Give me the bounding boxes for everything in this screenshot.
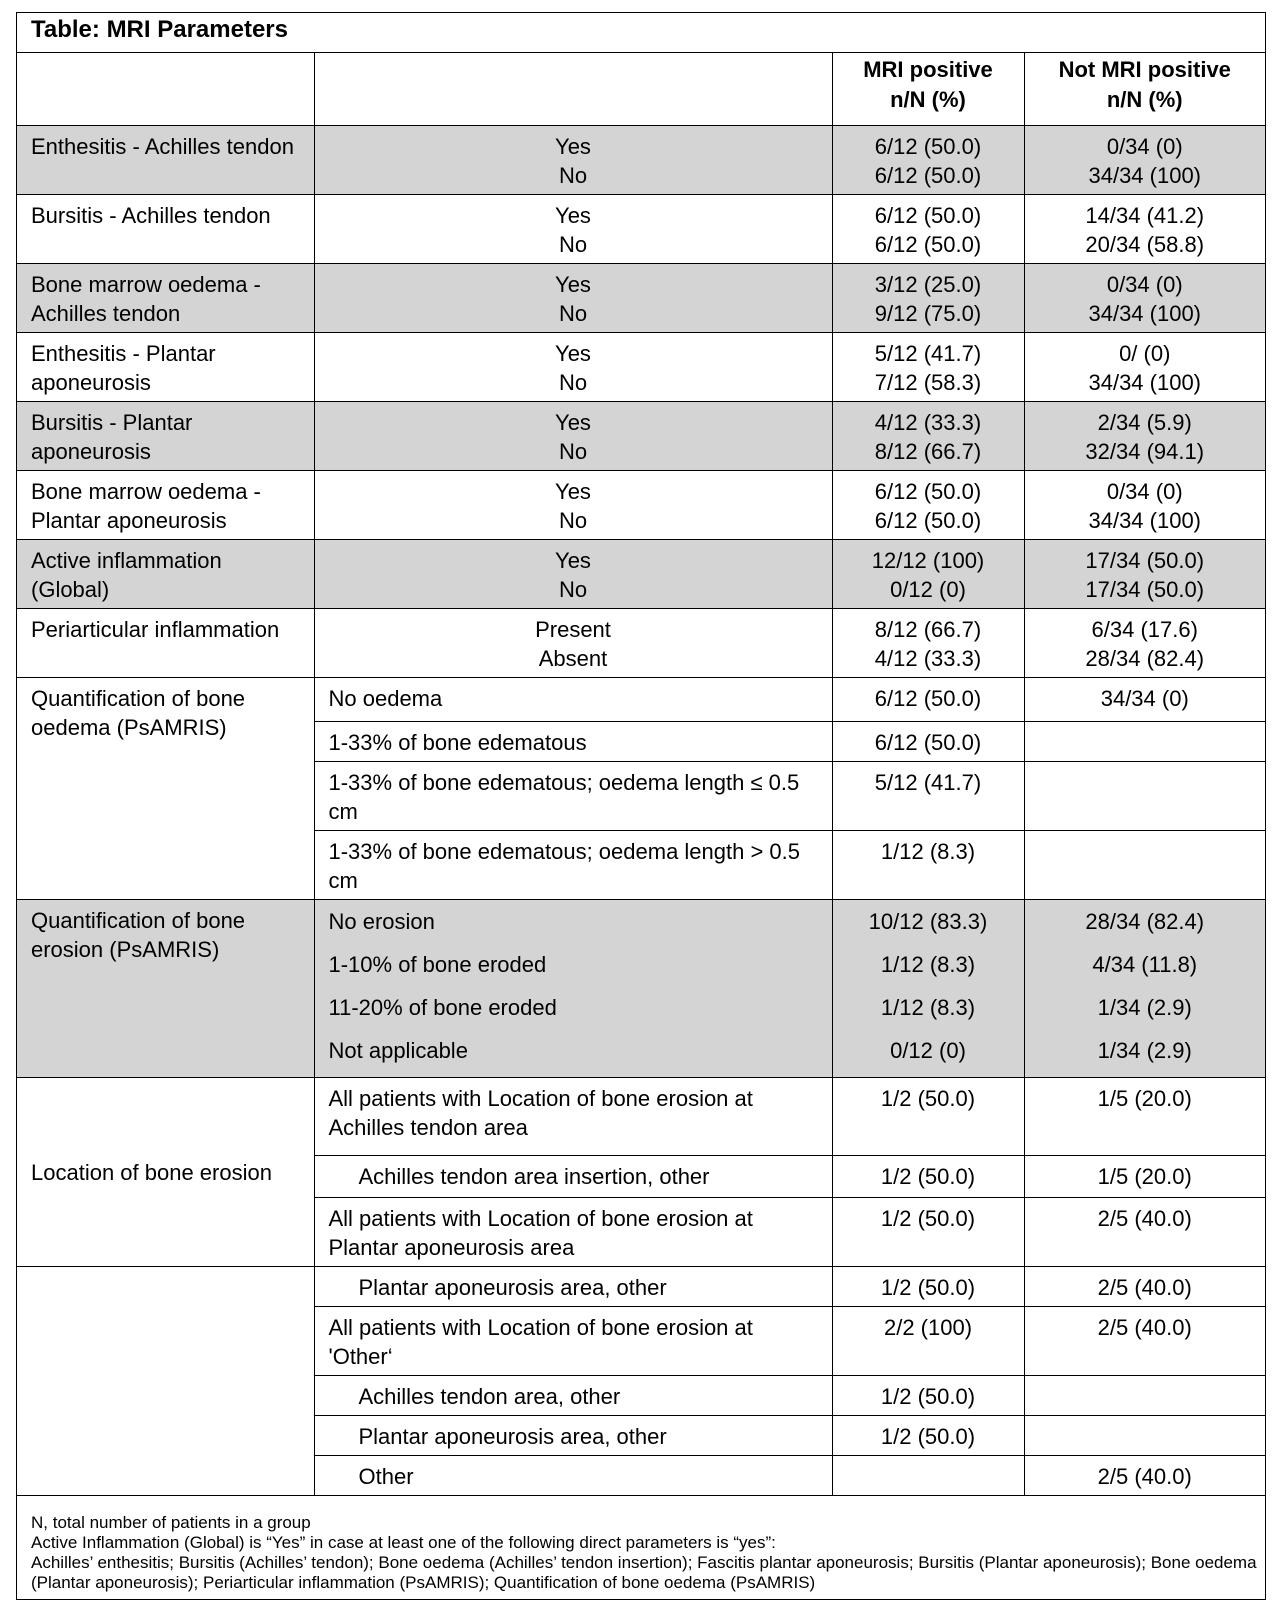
not-mri-value (1024, 761, 1265, 830)
mri-value (832, 1455, 1024, 1495)
option-value: Absent (538, 645, 608, 671)
mri-value: 1/2 (50.0) (832, 1155, 1024, 1197)
not-mri-value: 2/5 (40.0) (1024, 1306, 1265, 1375)
mri-value: 6/12 (50.0) (874, 202, 982, 228)
mri-value: 6/12 (50.0) (874, 231, 982, 257)
category-cell: All patients with Location of bone erosion at 'Other‘ (314, 1306, 832, 1375)
header-mri-positive (832, 53, 1024, 125)
category-cell: 1-33% of bone edematous; oedema length ≤ 0.5 cm (314, 761, 832, 830)
mri-value: 1/2 (50.0) (832, 1415, 1024, 1455)
not-mri-value: 0/34 (0) (1106, 271, 1183, 297)
category-cell: Other (314, 1455, 832, 1495)
option-value: Yes (555, 133, 591, 159)
parameter-label: Bursitis - Plantar aponeurosis (17, 401, 314, 470)
category-cell: 1-33% of bone edematous; oedema length > 0.5 cm (314, 830, 832, 899)
erosion-label: Quantification of bone erosion (PsAMRIS) (17, 899, 314, 1077)
parameter-label: Active inflammation (Global) (17, 539, 314, 608)
mri-value: 1/2 (50.0) (832, 1266, 1024, 1306)
category-cell: Plantar aponeurosis area, other (314, 1415, 832, 1455)
option-cell (314, 332, 832, 401)
not-mri-value: 2/34 (5.9) (1097, 409, 1192, 435)
option-value: Yes (555, 202, 591, 228)
mri-value: 1/12 (8.3) (832, 830, 1024, 899)
mri-value: 6/12 (50.0) (874, 507, 982, 533)
option-value: No (558, 438, 588, 464)
not-mri-value: 2/5 (40.0) (1024, 1455, 1265, 1495)
not-mri-cell (1024, 332, 1265, 401)
not-mri-value: 1/5 (20.0) (1024, 1077, 1265, 1155)
category-cell: 1-33% of bone edematous (314, 721, 832, 761)
parameter-label: Enthesitis - Achilles tendon (17, 125, 314, 194)
mri-cell (832, 401, 1024, 470)
parameter-label: Periarticular inflammation (17, 608, 314, 677)
footnote-line: Active Inflammation (Global) is “Yes” in case at least one of the following direct parameters is “yes”: (31, 1533, 776, 1552)
option-value: Yes (555, 340, 591, 366)
table-row (17, 401, 1265, 470)
not-mri-cell (1024, 401, 1265, 470)
not-mri-value: 4/34 (11.8) (1092, 951, 1198, 977)
category-cell: Achilles tendon area, other (314, 1375, 832, 1415)
parameter-label: Bursitis - Achilles tendon (17, 194, 314, 263)
header-line: n/N (%) (1106, 87, 1183, 112)
mri-cell (832, 608, 1024, 677)
not-mri-cell (1024, 263, 1265, 332)
option-value: No (558, 369, 588, 395)
mri-value: 4/12 (33.3) (874, 645, 982, 671)
mri-value: 1/2 (50.0) (832, 1197, 1024, 1266)
mri-value: 0/12 (0) (890, 1037, 966, 1063)
mri-value: 6/12 (50.0) (874, 478, 982, 504)
category-cell: No oedema (314, 677, 832, 721)
mri-value: 1/2 (50.0) (832, 1375, 1024, 1415)
not-mri-value (1024, 1375, 1265, 1415)
category-cell: All patients with Location of bone erosion at Plantar aponeurosis area (314, 1197, 832, 1266)
option-value: Yes (555, 478, 591, 504)
table-row (17, 332, 1265, 401)
table-row (17, 470, 1265, 539)
mri-cell (832, 539, 1024, 608)
category-cell: All patients with Location of bone erosion at Achilles tendon area (314, 1077, 832, 1155)
header-line: n/N (%) (890, 87, 966, 112)
option-cell (314, 125, 832, 194)
not-mri-value: 1/5 (20.0) (1024, 1155, 1265, 1197)
option-value: No (558, 231, 588, 257)
option-value: Yes (555, 547, 591, 573)
header-line: MRI positive (863, 57, 993, 82)
table-row (17, 608, 1265, 677)
parameter-label: Bone marrow oedema - Plantar aponeurosis (17, 470, 314, 539)
mri-value: 6/12 (50.0) (874, 133, 982, 159)
mri-value: 6/12 (50.0) (874, 162, 982, 188)
table-row (17, 194, 1265, 263)
not-mri-cell (1024, 608, 1265, 677)
parameter-label: Bone marrow oedema - Achilles tendon (17, 263, 314, 332)
location-label-continuation (17, 1266, 314, 1495)
table-row (17, 1266, 1265, 1306)
not-mri-value: 2/5 (40.0) (1024, 1197, 1265, 1266)
location-label: Location of bone erosion (17, 1077, 314, 1266)
footnote (31, 1513, 1257, 1593)
header-empty-cell (17, 53, 314, 125)
option-cell (314, 539, 832, 608)
option-cell (314, 608, 832, 677)
not-mri-value: 0/ (0) (1119, 340, 1171, 366)
option-value: No (558, 300, 588, 326)
footnote-line: Achilles’ enthesitis; Bursitis (Achilles’ tendon); Bone oedema (Achilles’ tendon insertion); Fascitis plantar aponeurosis; Bursitis (Plantar aponeurosis); Bone oedema (Plantar aponeurosis); Periarticular inflammation (PsAMRIS); Quantification of bone oedema (PsAMRIS) (31, 1553, 1257, 1592)
option-cell (314, 194, 832, 263)
not-mri-value: 14/34 (41.2) (1085, 202, 1205, 228)
mri-value: 6/12 (50.0) (832, 677, 1024, 721)
not-mri-value: 28/34 (82.4) (1085, 908, 1205, 934)
not-mri-value: 20/34 (58.8) (1085, 231, 1205, 257)
mri-value: 5/12 (41.7) (832, 761, 1024, 830)
table-row (17, 539, 1265, 608)
category-cell (314, 899, 832, 1077)
option-value: Yes (555, 271, 591, 297)
mri-value: 7/12 (58.3) (874, 369, 982, 395)
option-cell (314, 263, 832, 332)
not-mri-cell (1024, 194, 1265, 263)
not-mri-value: 34/34 (0) (1024, 677, 1265, 721)
option-value: No (558, 162, 588, 188)
category-cell: Plantar aponeurosis area, other (314, 1266, 832, 1306)
not-mri-value: 17/34 (50.0) (1085, 576, 1205, 602)
category-value: Not applicable (328, 1037, 468, 1063)
mri-value: 3/12 (25.0) (874, 271, 982, 297)
not-mri-value: 1/34 (2.9) (1097, 994, 1192, 1020)
footnote-line: N, total number of patients in a group (31, 1513, 311, 1532)
not-mri-value (1024, 1415, 1265, 1455)
category-value: No erosion (328, 908, 435, 934)
not-mri-value: 6/34 (17.6) (1091, 616, 1198, 642)
mri-value: 8/12 (66.7) (874, 616, 982, 642)
mri-cell (832, 899, 1024, 1077)
not-mri-value: 34/34 (100) (1088, 369, 1202, 395)
option-cell (314, 470, 832, 539)
table-title: Table: MRI Parameters (17, 13, 1265, 53)
not-mri-value: 2/5 (40.0) (1024, 1266, 1265, 1306)
mri-value: 4/12 (33.3) (874, 409, 982, 435)
option-value: No (558, 507, 588, 533)
mri-value: 1/2 (50.0) (832, 1077, 1024, 1155)
mri-value: 2/2 (100) (832, 1306, 1024, 1375)
mri-cell (832, 194, 1024, 263)
mri-value: 9/12 (75.0) (874, 300, 982, 326)
not-mri-cell (1024, 470, 1265, 539)
not-mri-value: 34/34 (100) (1088, 300, 1202, 326)
not-mri-value: 0/34 (0) (1106, 478, 1183, 504)
mri-value: 1/12 (8.3) (880, 994, 976, 1020)
mri-cell (832, 125, 1024, 194)
table-row (17, 125, 1265, 194)
category-value: 1-10% of bone eroded (328, 951, 547, 977)
mri-cell (832, 470, 1024, 539)
parameter-label: Enthesitis - Plantar aponeurosis (17, 332, 314, 401)
header-line: Not MRI positive (1058, 57, 1231, 82)
mri-value: 10/12 (83.3) (868, 908, 988, 934)
not-mri-cell (1024, 899, 1265, 1077)
not-mri-value: 0/34 (0) (1106, 133, 1183, 159)
not-mri-value (1024, 830, 1265, 899)
mri-value: 12/12 (100) (871, 547, 985, 573)
not-mri-value: 1/34 (2.9) (1097, 1037, 1192, 1063)
not-mri-value: 34/34 (100) (1088, 162, 1202, 188)
mri-value: 6/12 (50.0) (832, 721, 1024, 761)
header-empty-cell (314, 53, 832, 125)
mri-value: 1/12 (8.3) (880, 951, 976, 977)
not-mri-value (1024, 721, 1265, 761)
oedema-label: Quantification of bone oedema (PsAMRIS) (17, 677, 314, 899)
not-mri-value: 34/34 (100) (1088, 507, 1202, 533)
table-row (17, 1077, 1265, 1155)
not-mri-cell (1024, 539, 1265, 608)
header-not-mri-positive (1024, 53, 1265, 125)
category-cell: Achilles tendon area insertion, other (314, 1155, 832, 1197)
not-mri-value: 28/34 (82.4) (1085, 645, 1205, 671)
option-cell (314, 401, 832, 470)
mri-parameters-table (17, 53, 1265, 1496)
mri-value: 0/12 (0) (890, 576, 966, 602)
not-mri-value: 32/34 (94.1) (1085, 438, 1205, 464)
option-value: Present (535, 616, 611, 642)
category-value: 11-20% of bone eroded (328, 994, 557, 1020)
mri-value: 5/12 (41.7) (874, 340, 982, 366)
header-row (17, 53, 1265, 125)
mri-cell (832, 263, 1024, 332)
mri-cell (832, 332, 1024, 401)
table-row (17, 263, 1265, 332)
table-row (17, 677, 1265, 721)
table-frame (16, 12, 1266, 1600)
not-mri-cell (1024, 125, 1265, 194)
option-value: No (558, 576, 588, 602)
table-row (17, 899, 1265, 1077)
not-mri-value: 17/34 (50.0) (1085, 547, 1205, 573)
option-value: Yes (555, 409, 591, 435)
mri-value: 8/12 (66.7) (874, 438, 982, 464)
